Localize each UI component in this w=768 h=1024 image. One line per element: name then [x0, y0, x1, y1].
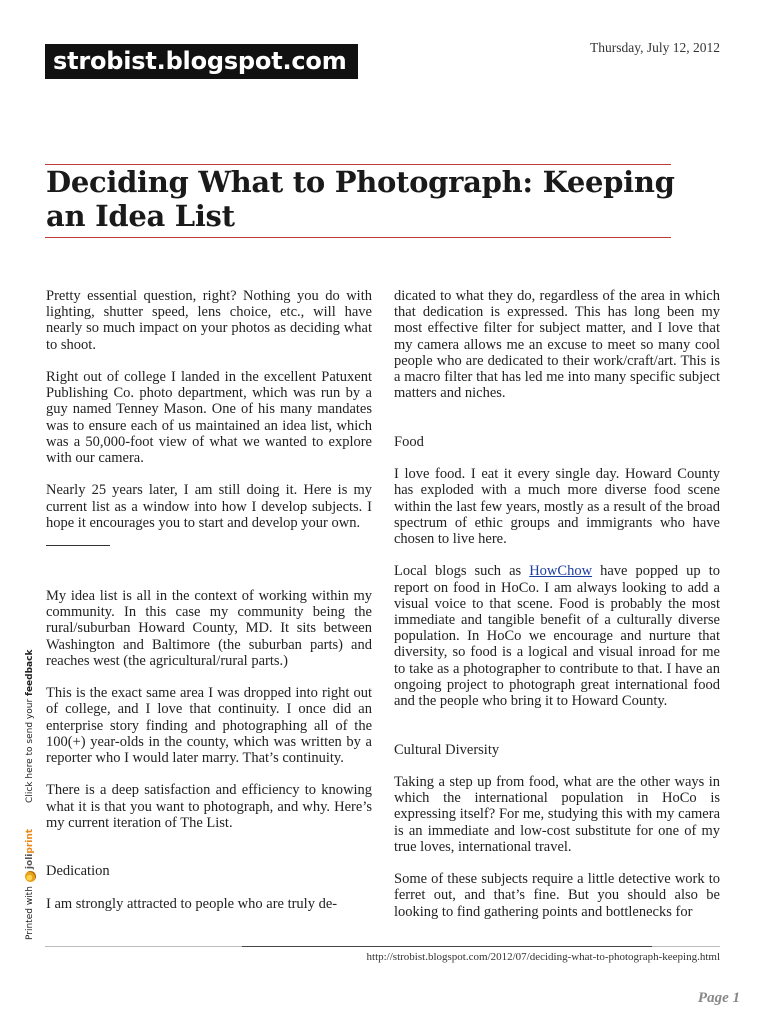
howchow-link[interactable]: HowChow	[529, 563, 593, 580]
joliprint-logo[interactable]	[25, 829, 36, 882]
paragraph: I am strongly attracted to people who are truly de-	[46, 895, 338, 912]
paragraph: Pretty essential question, right? Nothing you do with lighting, shutter speed, lens choice, etc., will have nearly so much impact on your photos as deciding what to shoot.	[46, 288, 372, 353]
post-date: Thursday, July 12, 2012	[590, 40, 720, 55]
paragraph: Nearly 25 years later, I am still doing it. Here is my current list as a window into how I develop subjects. I hope it encourages you to start and develop your own.	[46, 482, 372, 531]
joliprint-brand-joli: joli	[25, 853, 35, 870]
joliprint-brand-print: print	[25, 828, 35, 854]
joliprint-icon	[25, 871, 36, 882]
paragraph	[394, 563, 720, 709]
title-bottom-rule	[45, 237, 671, 238]
right-column	[394, 288, 720, 920]
paragraph-text: Local blogs such as	[394, 563, 530, 580]
site-logo[interactable]: strobist.blogspot.com	[45, 44, 358, 79]
paragraph: This is the exact same area I was dropped into right out of college, and I love that continuity. I once did an enterprise story finding and photographing all of the 100(+) year-olds in the county, which was written by a reporter who I would later marry. That’s continuity.	[46, 685, 372, 767]
paragraph: dicated to what they do, regardless of the area in which that dedication is expressed. This has long been my most effective filter for subject matter, and I love that my camera allows me an excuse to meet so many cool people who are dedicated to their work/craft/art. This is a macro filter that has led me into many specific subject matters and niches.	[394, 288, 720, 402]
paragraph: I love food. I eat it every single day. Howard County has exploded with a much more diverse food scene within the last few years, mostly as a result of the broad spectrum of ethic groups and immigrants who have chosen to live here.	[394, 466, 720, 548]
page-number: Page 1	[697, 990, 740, 1006]
footer-rule-accent	[242, 946, 652, 947]
feedback-word: feedback	[25, 649, 35, 696]
paragraph: Right out of college I landed in the excellent Patuxent Publishing Co. photo department, which was run by a guy named Tenney Mason. One of his many mandates was to ensure each of us maintained an idea list, which was a 50,000-foot view of what we wanted to explore with our camera.	[46, 369, 372, 467]
source-url[interactable]: http://strobist.blogspot.com/2012/07/deciding-what-to-photograph-keeping.html	[366, 951, 720, 963]
section-heading-dedication: Dedication	[46, 863, 110, 880]
print-sidebar	[21, 620, 39, 940]
paragraph-text: have popped up to report on food in HoCo. I am always looking to add a visual voice to that scene. Food is probably the most immediate and tangible benefit of a culturally diverse population. In HoCo we encourage and nurture that diversity, so food is a logical and visual inroad for me to take as a photographer to contribute to that. I have an ongoing project to photograph great international food and the people who bring it to Howard County.	[394, 563, 720, 710]
section-heading-cultural-diversity: Cultural Diversity	[394, 741, 500, 758]
paragraph: There is a deep satisfaction and efficiency to knowing what it is that you want to photograph, and why. Here’s my current iteration of The List.	[46, 782, 372, 831]
paragraph: Some of these subjects require a little detective work to ferret out, and that’s fine. But you should also be looking to find gathering points and bottlenecks for	[394, 871, 720, 920]
left-column	[46, 288, 372, 912]
article-title: Deciding What to Photograph: Keeping an Idea List	[46, 165, 675, 233]
feedback-prompt: Click here to send your	[25, 698, 35, 803]
paragraph: Taking a step up from food, what are the other ways in which the international population in HoCo is expressing itself? For me, studying this with my camera is an immediate and low-cost substitute for one of my true loves, international travel.	[394, 774, 720, 855]
paragraph: My idea list is all in the context of working within my community. In this case my community being the rural/suburban Howard County, MD. It sits between Washington and Baltimore (the suburban parts) and reaches west (the agricultural/rural parts.)	[46, 588, 372, 669]
feedback-link[interactable]	[25, 650, 35, 803]
printed-with-label: Printed with	[25, 886, 35, 940]
footer-rule	[45, 946, 720, 947]
section-heading-food: Food	[394, 433, 424, 450]
section-divider	[46, 545, 110, 546]
